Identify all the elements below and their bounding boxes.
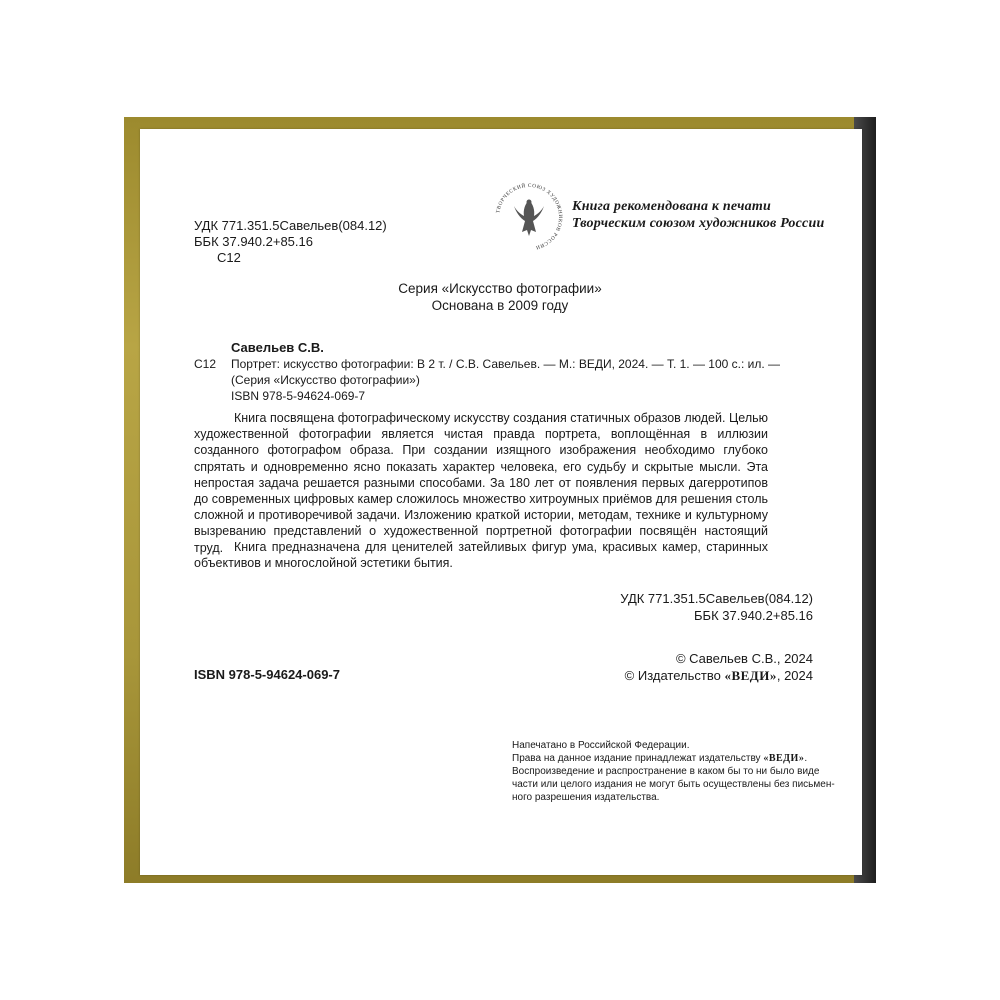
svg-text:ТВОРЧЕСКИЙ СОЮЗ ХУДОЖНИКОВ РОС: ТВОРЧЕСКИЙ СОЮЗ ХУДОЖНИКОВ РОССИИ: [495, 182, 564, 251]
biblio-description: Портрет: искусство фотографии: В 2 т. / С.В. Савельев. — М.: ВЕДИ, 2024. — Т. 1. — 100 с.: ил. —: [231, 357, 781, 371]
recommendation-line-1: Книга рекомендована к печати: [572, 199, 771, 214]
series-founded: Основана в 2009 году: [431, 298, 569, 313]
abstract-paragraph-2: Книга предназначена для ценителей затейливых фигур ума, красивых камер, старинных объективов и многослойной эстетики бытия.: [194, 540, 768, 571]
copyright-publisher: © Издательство «ВЕДИ», 2024: [624, 668, 813, 683]
series-title: Серия «Искусство фотографии»: [398, 281, 602, 296]
recommendation-line-2: Творческим союзом художников России: [572, 216, 825, 231]
udk-code-bottom: УДК 771.351.5Савельев(084.12): [620, 591, 813, 606]
imprint-line-4: части или целого издания не могут быть осуществлены без письмен-: [512, 779, 835, 790]
isbn-main: ISBN 978-5-94624-069-7: [194, 667, 340, 682]
imprint-line-3: Воспроизведение и распространение в каком бы то ни было виде: [512, 766, 820, 777]
udk-code: УДК 771.351.5Савельев(084.12): [194, 218, 387, 233]
imprint-line-2: Права на данное издание принадлежат издательству «ВЕДИ».: [512, 753, 808, 764]
biblio-code: С12: [194, 357, 217, 371]
biblio-author: Савельев С.В.: [231, 340, 324, 355]
artists-union-emblem-icon: [492, 180, 566, 254]
biblio-series: (Серия «Искусство фотографии»): [231, 373, 420, 387]
biblio-isbn: ISBN 978-5-94624-069-7: [231, 389, 366, 403]
imprint-line-1: Напечатано в Российской Федерации.: [512, 740, 690, 751]
imprint-line-5: ного разрешения издательства.: [512, 792, 660, 803]
imprint-block: [512, 739, 835, 804]
abstract-paragraph-1: Книга посвящена фотографическому искусству создания статичных образов людей. Целью художественной фотографии является чистая правда портрета, воплощённая в иллюзии созданного фотографом образа. При создании изящного изображения необходимо глубоко спрятать и одновременно ясно показать характер человека, его судьбу и скрытые мысли. Эта непростая задача решается разными способами. За 180 лет от появления первых дагерротипов до современных цифровых камер сложилось множество хитроумных приёмов для решения столь сложной и противоречивой задачи. Изложению краткой истории, методам, технике и культурному вызреванию представлений о художественной портретной фотографии посвящён настоящий труд.: [194, 411, 768, 555]
copyright-author: © Савельев С.В., 2024: [675, 651, 813, 666]
author-mark: С12: [217, 250, 241, 265]
bbk-code-bottom: ББК 37.940.2+85.16: [694, 608, 813, 623]
bbk-code: ББК 37.940.2+85.16: [194, 234, 313, 249]
